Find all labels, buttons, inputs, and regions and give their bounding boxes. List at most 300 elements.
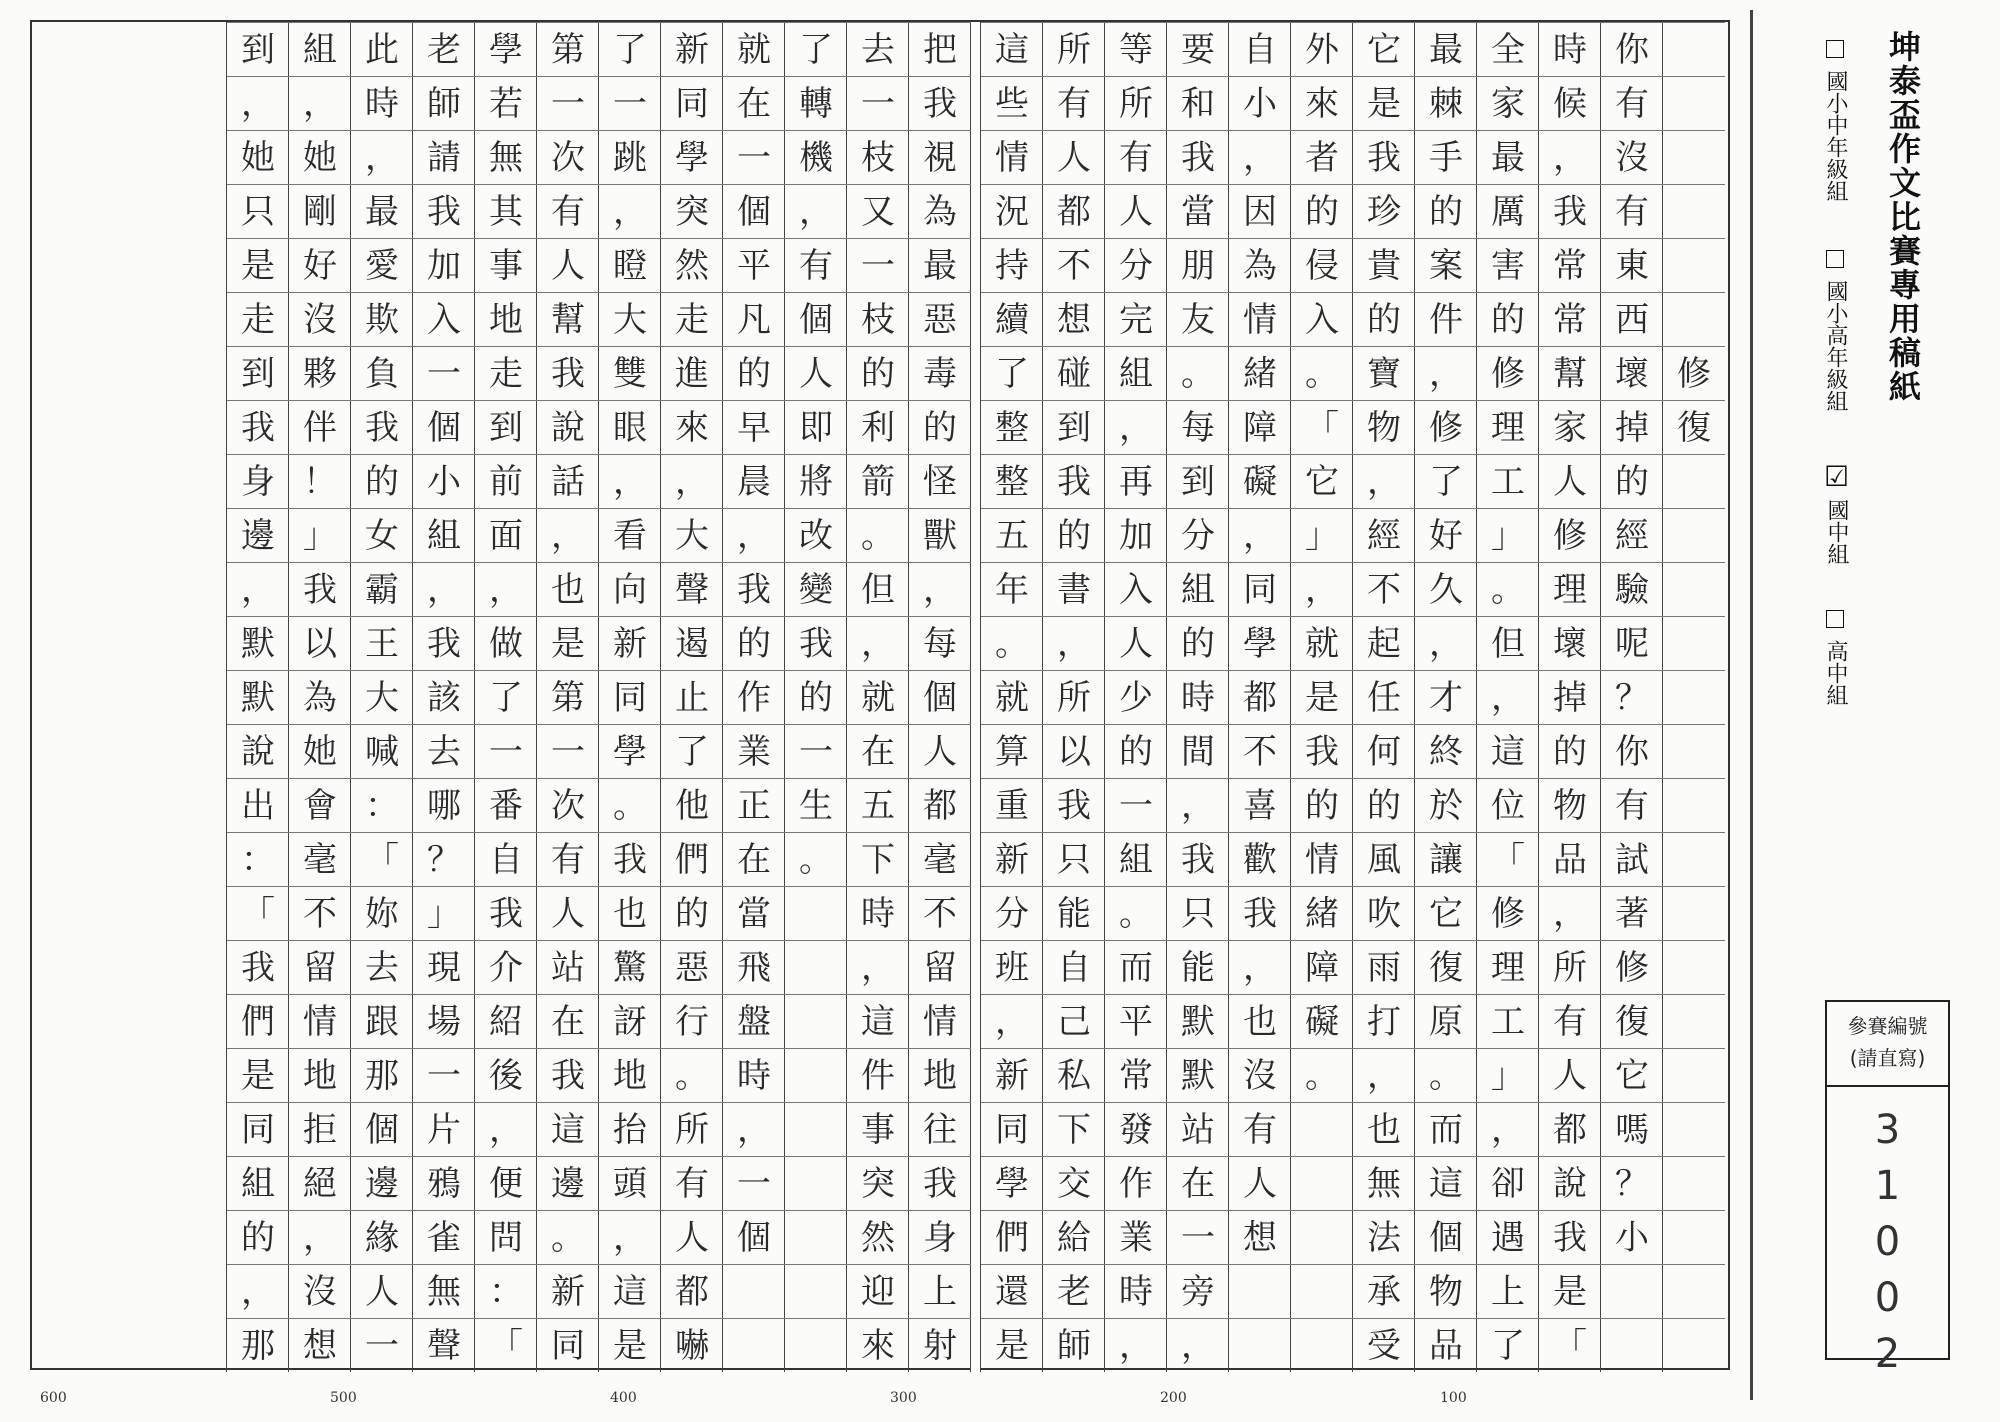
grid-cell: 任 [1353, 670, 1415, 724]
grid-cell: 將 [785, 454, 847, 508]
grid-cell [1229, 1264, 1291, 1318]
grid-cell: 修 [1601, 940, 1663, 994]
grid-cell: 的 [227, 1210, 289, 1264]
grid-cell: 修 [1415, 400, 1477, 454]
grid-cell: 旁 [1167, 1264, 1229, 1318]
grid-cell: ， [1229, 508, 1291, 562]
grid-cell: 她 [289, 724, 351, 778]
option-upper-elementary[interactable] [1820, 250, 1851, 412]
grid-cell [1663, 832, 1725, 886]
grid-cell: 場 [413, 994, 475, 1048]
grid-cell: 愛 [351, 238, 413, 292]
grid-cell: 說 [537, 400, 599, 454]
grid-cell: 業 [723, 724, 785, 778]
count-marker: 200 [1160, 1390, 1187, 1406]
grid-cell: 都 [1229, 670, 1291, 724]
option-label: 高中組 [1823, 640, 1848, 706]
grid-cell: 以 [1043, 724, 1105, 778]
grid-cell: 其 [475, 184, 537, 238]
grid-cell: 自 [1043, 940, 1105, 994]
grid-cell: 片 [413, 1102, 475, 1156]
grid-cell [1663, 994, 1725, 1048]
grid-cell: 加 [413, 238, 475, 292]
grid-cell: ， [227, 1264, 289, 1318]
grid-cell: 都 [909, 778, 971, 832]
grid-cell: 身 [227, 454, 289, 508]
grid-cell: 怪 [909, 454, 971, 508]
grid-cell: 人 [909, 724, 971, 778]
grid-cell [1663, 886, 1725, 940]
grid-cell: 介 [475, 940, 537, 994]
grid-cell: 學 [661, 130, 723, 184]
grid-cell: 有 [1229, 1102, 1291, 1156]
grid-cell: 你 [1601, 22, 1663, 76]
grid-cell: 所 [1105, 76, 1167, 130]
grid-cell: 是 [1539, 1264, 1601, 1318]
grid-cell: 我 [1353, 130, 1415, 184]
grid-cell: 有 [661, 1156, 723, 1210]
grid-cell: 給 [1043, 1210, 1105, 1264]
grid-cell: 我 [537, 346, 599, 400]
grid-cell: 侵 [1291, 238, 1353, 292]
grid-cell: 好 [289, 238, 351, 292]
grid-column [1352, 22, 1414, 1372]
grid-cell: ， [1353, 1048, 1415, 1102]
grid-cell: 於 [1415, 778, 1477, 832]
grid-cell: 是 [227, 1048, 289, 1102]
grid-cell: 情 [981, 130, 1043, 184]
grid-cell: 緒 [1229, 346, 1291, 400]
grid-cell: 整 [981, 400, 1043, 454]
grid-cell: 邊 [537, 1156, 599, 1210]
grid-cell: 修 [1663, 346, 1725, 400]
grid-cell: 物 [1415, 1264, 1477, 1318]
grid-cell: 前 [475, 454, 537, 508]
grid-cell [1663, 724, 1725, 778]
grid-cell: ， [1539, 130, 1601, 184]
grid-cell: 不 [1043, 238, 1105, 292]
grid-cell: 利 [847, 400, 909, 454]
grid-cell: 這 [847, 994, 909, 1048]
grid-cell: 所 [1043, 22, 1105, 76]
grid-cell: 最 [1477, 130, 1539, 184]
grid-cell: 說 [227, 724, 289, 778]
grid-cell: 所 [661, 1102, 723, 1156]
grid-cell: 掉 [1539, 670, 1601, 724]
grid-cell: 平 [723, 238, 785, 292]
grid-cell: 負 [351, 346, 413, 400]
grid-cell [1291, 1102, 1353, 1156]
grid-cell [1663, 130, 1725, 184]
grid-cell: 而 [1105, 940, 1167, 994]
grid-cell: 遇 [1477, 1210, 1539, 1264]
grid-cell: 說 [1539, 1156, 1601, 1210]
grid-cell: 也 [1353, 1102, 1415, 1156]
grid-cell: 我 [785, 616, 847, 670]
grid-cell: 就 [1291, 616, 1353, 670]
grid-cell: 沒 [1229, 1048, 1291, 1102]
grid-cell: 一 [1105, 778, 1167, 832]
grid-cell: 工 [1477, 994, 1539, 1048]
grid-cell: 無 [475, 130, 537, 184]
grid-cell: 。 [537, 1210, 599, 1264]
grid-cell: 的 [847, 346, 909, 400]
grid-cell: 就 [847, 670, 909, 724]
grid-cell: 訝 [599, 994, 661, 1048]
grid-cell: 那 [351, 1048, 413, 1102]
grid-cell: 平 [1105, 994, 1167, 1048]
grid-cell: ， [537, 508, 599, 562]
grid-cell: 小 [1601, 1210, 1663, 1264]
grid-cell: 老 [413, 22, 475, 76]
grid-cell: 們 [227, 994, 289, 1048]
grid-cell: 嗎 [1601, 1102, 1663, 1156]
grid-cell: 學 [475, 22, 537, 76]
grid-cell: 霸 [351, 562, 413, 616]
grid-cell [723, 1264, 785, 1318]
grid-cell: 了 [599, 22, 661, 76]
grid-cell: 。 [1415, 1048, 1477, 1102]
grid-cell: 聲 [413, 1318, 475, 1372]
grid-cell [785, 886, 847, 940]
grid-cell: 障 [1291, 940, 1353, 994]
grid-cell: 最 [909, 238, 971, 292]
grid-cell: 也 [599, 886, 661, 940]
grid-cell: 壞 [1601, 346, 1663, 400]
grid-cell: 驗 [1601, 562, 1663, 616]
grid-cell: 一 [847, 238, 909, 292]
grid-cell: 人 [1539, 454, 1601, 508]
grid-cell: 是 [537, 616, 599, 670]
grid-cell: 況 [981, 184, 1043, 238]
grid-cell: 我 [1539, 184, 1601, 238]
grid-cell: ， [227, 562, 289, 616]
grid-cell: 復 [1415, 940, 1477, 994]
count-marker: 600 [40, 1390, 67, 1406]
grid-cell: 去 [413, 724, 475, 778]
grid-cell: 事 [475, 238, 537, 292]
grid-cell [1291, 1156, 1353, 1210]
grid-cell: 障 [1229, 400, 1291, 454]
grid-cell: 伴 [289, 400, 351, 454]
grid-cell [785, 1318, 847, 1372]
grid-cell: ， [475, 562, 537, 616]
grid-cell: 絕 [289, 1156, 351, 1210]
grid-cell: 們 [661, 832, 723, 886]
grid-cell: 朋 [1167, 238, 1229, 292]
grid-cell: ， [289, 76, 351, 130]
grid-cell [1663, 1210, 1725, 1264]
grid-cell: 它 [1291, 454, 1353, 508]
grid-cell: 請 [413, 130, 475, 184]
grid-cell: 聲 [661, 562, 723, 616]
grid-cell: 理 [1477, 940, 1539, 994]
grid-cell: 我 [909, 1156, 971, 1210]
grid-cell: 小 [413, 454, 475, 508]
grid-cell: ， [1415, 616, 1477, 670]
grid-cell: 哪 [413, 778, 475, 832]
grid-cell [1663, 670, 1725, 724]
grid-cell: 好 [1415, 508, 1477, 562]
grid-cell: 理 [1477, 400, 1539, 454]
grid-cell: 站 [537, 940, 599, 994]
grid-cell: 東 [1601, 238, 1663, 292]
grid-cell: 經 [1601, 508, 1663, 562]
grid-cell: ， [785, 184, 847, 238]
grid-cell: 交 [1043, 1156, 1105, 1210]
grid-cell: 沒 [1601, 130, 1663, 184]
grid-cell [1663, 22, 1725, 76]
grid-cell: 些 [981, 76, 1043, 130]
grid-cell: 我 [599, 832, 661, 886]
grid-cell: 試 [1601, 832, 1663, 886]
grid-cell [1663, 184, 1725, 238]
grid-cell [1663, 562, 1725, 616]
grid-cell: 人 [1229, 1156, 1291, 1210]
grid-cell: 件 [847, 1048, 909, 1102]
grid-cell: ， [1353, 454, 1415, 508]
grid-cell: 持 [981, 238, 1043, 292]
grid-cell [1663, 508, 1725, 562]
grid-cell: 在 [723, 832, 785, 886]
grid-cell: 物 [1353, 400, 1415, 454]
grid-cell: 案 [1415, 238, 1477, 292]
grid-cell: 止 [661, 670, 723, 724]
grid-cell: 有 [1601, 184, 1663, 238]
grid-cell: 新 [537, 1264, 599, 1318]
grid-cell: 夥 [289, 346, 351, 400]
grid-cell: 復 [1663, 400, 1725, 454]
grid-cell: 一 [1167, 1210, 1229, 1264]
grid-cell: 你 [1601, 724, 1663, 778]
grid-cell: 個 [723, 184, 785, 238]
grid-cell [1663, 1264, 1725, 1318]
grid-cell: 讓 [1415, 832, 1477, 886]
count-marker: 100 [1440, 1390, 1467, 1406]
grid-cell: 作 [723, 670, 785, 724]
grid-cell: ， [1477, 670, 1539, 724]
grid-cell: 學 [1229, 616, 1291, 670]
grid-cell: 分 [1167, 508, 1229, 562]
grid-cell: 不 [1353, 562, 1415, 616]
grid-cell: 才 [1415, 670, 1477, 724]
grid-cell: 留 [909, 940, 971, 994]
grid-cell: 最 [1415, 22, 1477, 76]
grid-cell: 組 [227, 1156, 289, 1210]
grid-cell: 這 [981, 22, 1043, 76]
grid-cell: 正 [723, 778, 785, 832]
grid-cell: 「 [1477, 832, 1539, 886]
grid-cell: 大 [661, 508, 723, 562]
grid-cell: 一 [723, 130, 785, 184]
grid-cell [1663, 1048, 1725, 1102]
grid-cell: 為 [909, 184, 971, 238]
checkbox[interactable] [1826, 250, 1844, 268]
grid-cell: 時 [847, 886, 909, 940]
grid-cell: 想 [289, 1318, 351, 1372]
grid-cell: 掉 [1601, 400, 1663, 454]
grid-cell: 我 [227, 400, 289, 454]
entry-number-value[interactable] [1827, 1102, 1948, 1382]
grid-cell: 的 [1353, 778, 1415, 832]
grid-cell: 組 [289, 22, 351, 76]
grid-cell: 上 [1477, 1264, 1539, 1318]
grid-cell: 「 [475, 1318, 537, 1372]
grid-cell: 分 [981, 886, 1043, 940]
grid-cell: 有 [537, 832, 599, 886]
grid-cell: 話 [537, 454, 599, 508]
grid-cell [1601, 1264, 1663, 1318]
grid-cell: 王 [351, 616, 413, 670]
grid-cell: 情 [909, 994, 971, 1048]
grid-cell: ， [599, 454, 661, 508]
entry-digit: 3 [1874, 1107, 1901, 1153]
grid-cell: 有 [1539, 994, 1601, 1048]
grid-cell: 了 [475, 670, 537, 724]
grid-cell: 我 [289, 562, 351, 616]
grid-cell [785, 1264, 847, 1318]
grid-cell: 了 [1415, 454, 1477, 508]
checkmark-icon[interactable]: ☑ [1820, 460, 1853, 493]
grid-cell: 人 [537, 238, 599, 292]
entry-digit: 0 [1874, 1219, 1901, 1265]
grid-cell: 同 [981, 1102, 1043, 1156]
checkbox[interactable] [1826, 40, 1844, 58]
grid-cell: 邊 [227, 508, 289, 562]
grid-cell: 到 [1167, 454, 1229, 508]
grid-cell: 業 [1105, 1210, 1167, 1264]
grid-cell: 者 [1291, 130, 1353, 184]
grid-cell: ： [475, 1264, 537, 1318]
grid-cell: 手 [1415, 130, 1477, 184]
grid-cell: 「 [351, 832, 413, 886]
grid-cell: 的 [723, 616, 785, 670]
option-senior-high[interactable] [1820, 610, 1851, 706]
grid-cell: 妳 [351, 886, 413, 940]
grid-cell: ， [289, 1210, 351, 1264]
grid-cell: 時 [1539, 22, 1601, 76]
grid-cell: 害 [1477, 238, 1539, 292]
grid-cell: 想 [1043, 292, 1105, 346]
grid-cell: 人 [1043, 130, 1105, 184]
grid-cell: 因 [1229, 184, 1291, 238]
grid-cell: 。 [847, 508, 909, 562]
grid-cell [1663, 940, 1725, 994]
grid-cell: 己 [1043, 994, 1105, 1048]
grid-cell: 是 [227, 238, 289, 292]
grid-cell: 五 [847, 778, 909, 832]
grid-cell: 次 [537, 130, 599, 184]
grid-cell: 間 [1167, 724, 1229, 778]
grid-cell: 個 [1415, 1210, 1477, 1264]
grid-cell: 到 [1043, 400, 1105, 454]
grid-cell: 喊 [351, 724, 413, 778]
grid-cell: 入 [413, 292, 475, 346]
checkbox[interactable] [1826, 610, 1844, 628]
grid-cell: 它 [1601, 1048, 1663, 1102]
grid-cell: 加 [1105, 508, 1167, 562]
grid-cell: 友 [1167, 292, 1229, 346]
grid-cell: 下 [1043, 1102, 1105, 1156]
grid-cell: 毫 [909, 832, 971, 886]
grid-cell: 的 [1353, 292, 1415, 346]
grid-cell: 人 [1105, 616, 1167, 670]
grid-cell: 到 [475, 400, 537, 454]
grid-cell: 」 [1291, 508, 1353, 562]
grid-cell: 去 [847, 22, 909, 76]
char-count-markers [30, 1382, 1730, 1422]
grid-cell: 時 [351, 76, 413, 130]
grid-cell: ， [1229, 940, 1291, 994]
grid-cell: 也 [1229, 994, 1291, 1048]
grid-cell: 新 [599, 616, 661, 670]
grid-cell: 只 [1043, 832, 1105, 886]
grid-cell: 組 [1105, 346, 1167, 400]
grid-cell: 在 [537, 994, 599, 1048]
grid-cell: 幫 [1539, 346, 1601, 400]
grid-cell: 這 [1477, 724, 1539, 778]
grid-cell: 法 [1353, 1210, 1415, 1264]
grid-cell [1229, 1318, 1291, 1372]
grid-cell: 我 [1539, 1210, 1601, 1264]
grid-cell: 迎 [847, 1264, 909, 1318]
grid-cell: 我 [537, 1048, 599, 1102]
entry-label-line1: 參賽編號 [1847, 1014, 1928, 1038]
grid-cell: 貴 [1353, 238, 1415, 292]
grid-cell: 跟 [351, 994, 413, 1048]
grid-cell: 。 [785, 832, 847, 886]
grid-cell: 和 [1167, 76, 1229, 130]
center-fold [970, 22, 980, 1372]
grid-cell: 時 [1105, 1264, 1167, 1318]
grid-cell: 礙 [1291, 994, 1353, 1048]
grid-cell: 雀 [413, 1210, 475, 1264]
grid-cell: 呢 [1601, 616, 1663, 670]
grid-cell: 站 [1167, 1102, 1229, 1156]
grid-cell: 視 [909, 130, 971, 184]
grid-cell: 他 [661, 778, 723, 832]
grid-cell: 都 [1539, 1102, 1601, 1156]
grid-cell: 人 [537, 886, 599, 940]
separator-line [1750, 10, 1753, 1400]
grid-cell: 早 [723, 400, 785, 454]
grid-cell: 下 [847, 832, 909, 886]
grid-cell: 常 [1539, 238, 1601, 292]
count-marker: 500 [330, 1390, 357, 1406]
grid-cell: 去 [351, 940, 413, 994]
grid-cell: 年 [981, 562, 1043, 616]
grid-cell: 我 [413, 184, 475, 238]
grid-cell: 沒 [289, 292, 351, 346]
grid-cell: 個 [909, 670, 971, 724]
grid-cell: 厲 [1477, 184, 1539, 238]
grid-cell [785, 1102, 847, 1156]
grid-cell: 而 [1415, 1102, 1477, 1156]
grid-cell: 剛 [289, 184, 351, 238]
grid-cell: 受 [1353, 1318, 1415, 1372]
grid-cell: ， [909, 562, 971, 616]
grid-cell: 走 [661, 292, 723, 346]
grid-cell [785, 994, 847, 1048]
option-junior-high[interactable] [1820, 460, 1853, 565]
option-lower-elementary[interactable] [1820, 40, 1851, 202]
option-label: 國小高年級組 [1823, 280, 1848, 412]
grid-cell: 重 [981, 778, 1043, 832]
grid-cell: 到 [227, 22, 289, 76]
grid-cell: 緒 [1291, 886, 1353, 940]
grid-cell: 整 [981, 454, 1043, 508]
grid-cell: 嚇 [661, 1318, 723, 1372]
